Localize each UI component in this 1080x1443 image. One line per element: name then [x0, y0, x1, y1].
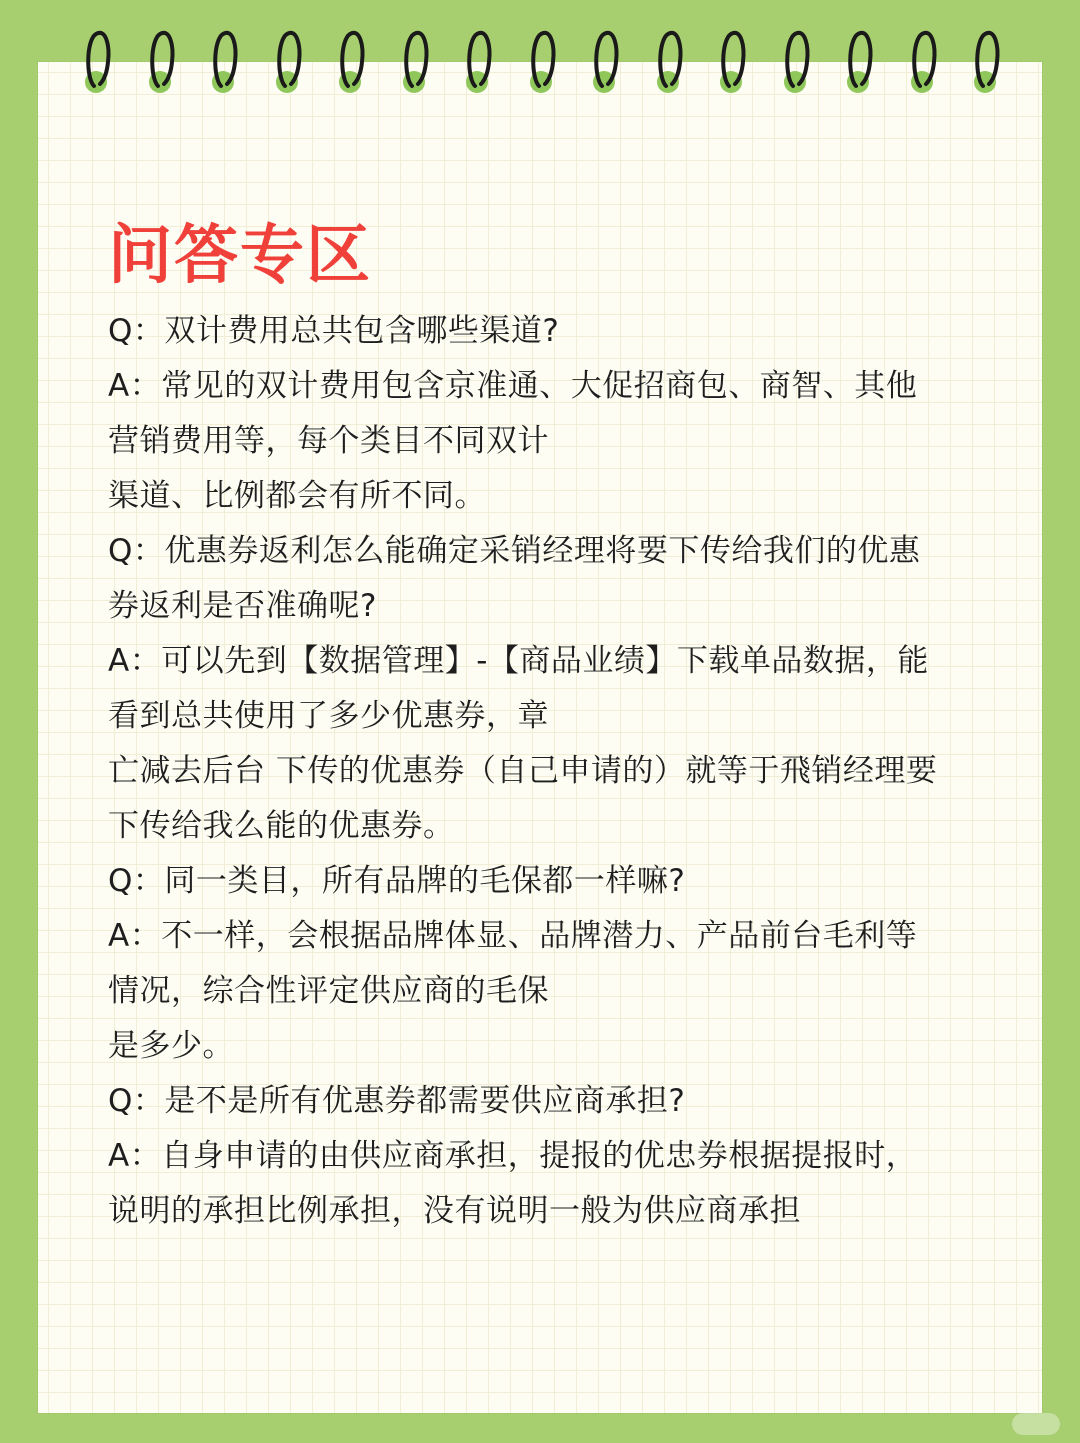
qa-line: Q：是不是所有优惠券都需要供应商承担?	[108, 1083, 686, 1119]
qa-line: A：可以先到【数据管理】-【商品业绩】下载单品数据，能	[108, 643, 929, 679]
binder-ring-icon	[461, 28, 497, 98]
qa-line: 看到总共使用了多少优惠券，章	[108, 698, 549, 734]
qa-line: 亡减去后台 下传的优惠券（自己申请的）就等于飛销经理要	[108, 753, 938, 789]
qa-line: 情况，综合性评定供应商的毛保	[108, 973, 549, 1009]
watermark-badge	[1012, 1413, 1060, 1435]
qa-line: Q：优惠券返利怎么能确定采销经理将要下传给我们的优惠	[108, 533, 921, 569]
qa-line: 券返利是否准确呢?	[108, 588, 377, 624]
qa-line: A：自身申请的由供应商承担，提报的优忠券根据提报时，	[108, 1138, 918, 1174]
binder-ring-icon	[779, 28, 815, 98]
binder-ring-icon	[80, 28, 116, 98]
qa-line: 是多少。	[108, 1028, 234, 1064]
qa-line: Q：同一类目，所有品牌的毛保都一样嘛?	[108, 863, 686, 899]
binder-ring-icon	[715, 28, 751, 98]
binder-ring-icon	[906, 28, 942, 98]
binder-ring-icon	[334, 28, 370, 98]
qa-line: 下传给我么能的优惠券。	[108, 808, 455, 844]
binder-ring-icon	[271, 28, 307, 98]
qa-line: A：常见的双计费用包含京准通、大促招商包、商智、其他	[108, 368, 918, 404]
binder-ring-icon	[969, 28, 1005, 98]
binder-ring-icon	[652, 28, 688, 98]
binder-ring-icon	[144, 28, 180, 98]
binder-ring-icon	[525, 28, 561, 98]
page-title: 问答专区	[108, 219, 372, 293]
qa-content	[108, 304, 988, 1239]
binder-ring-icon	[398, 28, 434, 98]
qa-line: 营销费用等，每个类目不同双计	[108, 423, 549, 459]
binder-rings	[0, 0, 1080, 110]
binder-ring-icon	[207, 28, 243, 98]
qa-line: 说明的承担比例承担，没有说明一般为供应商承担	[108, 1193, 801, 1229]
binder-ring-icon	[842, 28, 878, 98]
qa-line: Q：双计费用总共包含哪些渠道?	[108, 313, 560, 349]
binder-ring-icon	[588, 28, 624, 98]
qa-line: A：不一样，会根据品牌体显、品牌潜力、产品前台毛利等	[108, 918, 918, 954]
qa-line: 渠道、比例都会有所不同。	[108, 478, 486, 514]
